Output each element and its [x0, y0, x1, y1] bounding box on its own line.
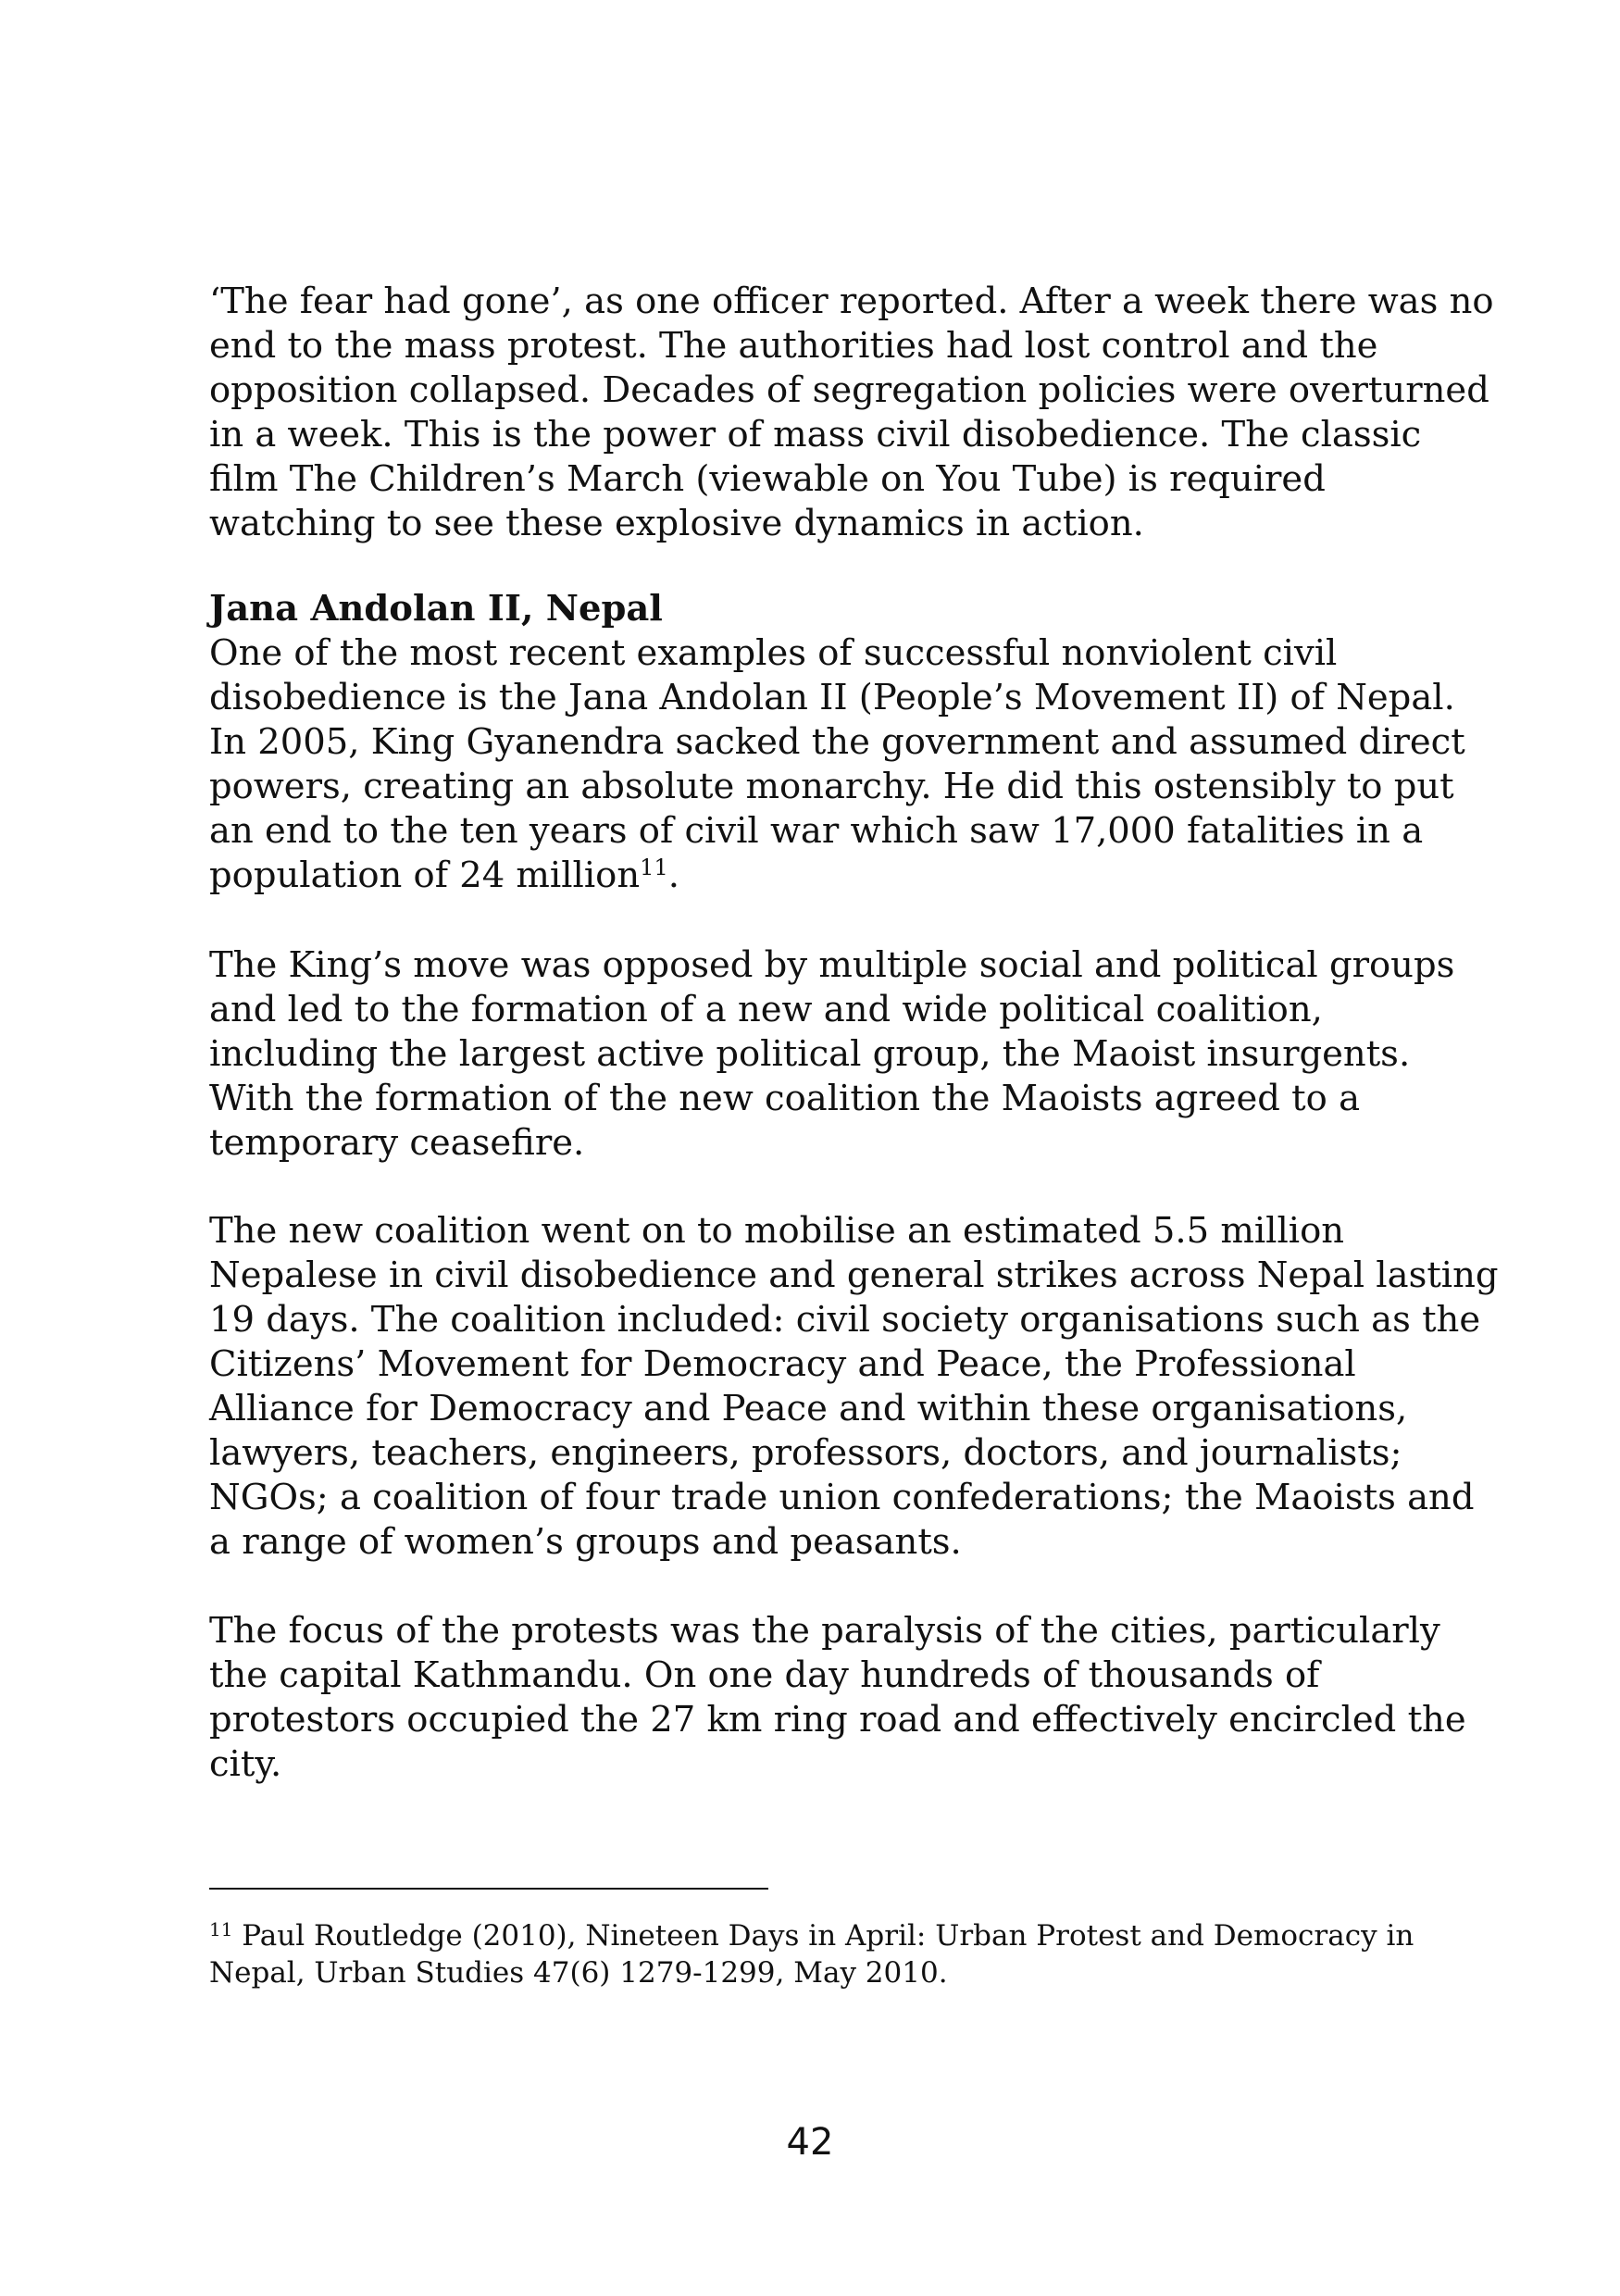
- text-line: Alliance for Democracy and Peace and within these organisations,: [209, 1388, 1408, 1429]
- text-line: the capital Kathmandu. On one day hundreds of thousands of: [209, 1654, 1320, 1696]
- text-line: watching to see these explosive dynamics in action.: [209, 503, 1144, 544]
- text-line: The new coalition went on to mobilise an estimated 5.5 million: [209, 1210, 1345, 1252]
- text-line: end to the mass protest. The authorities had lost control and the: [209, 325, 1378, 367]
- text-line: With the formation of the new coalition the Maoists agreed to a: [209, 1078, 1361, 1119]
- text-line: In 2005, King Gyanendra sacked the government and assumed direct: [209, 721, 1465, 763]
- text-line: and led to the formation of a new and wide political coalition,: [209, 989, 1323, 1030]
- text-line: 19 days. The coalition included: civil society organisations such as the: [209, 1299, 1481, 1341]
- text-fragment: Paul Routledge (2010), Nineteen Days in April: Urban Protest and Democracy in: [232, 1919, 1414, 1953]
- text-line: Citizens’ Movement for Democracy and Peace, the Professional: [209, 1343, 1356, 1385]
- text-line: an end to the ten years of civil war which saw 17,000 fatalities in a: [209, 810, 1424, 852]
- paragraph-childrens-march: [209, 280, 1494, 546]
- footnote-reference[interactable]: 11: [640, 855, 668, 880]
- text-line: a range of women’s groups and peasants.: [209, 1521, 962, 1563]
- page-number: 42: [786, 2121, 834, 2164]
- paragraph-protest-focus: [209, 1609, 1466, 1787]
- text-line: including the largest active political group, the Maoist insurgents.: [209, 1033, 1411, 1075]
- text-line: film The Children’s March (viewable on You Tube) is required: [209, 458, 1326, 500]
- text-line: city.: [209, 1743, 282, 1785]
- section-heading: Jana Andolan II, Nepal: [209, 588, 663, 630]
- text-line: protestors occupied the 27 km ring road and effectively encircled the: [209, 1699, 1466, 1741]
- text-line: Nepalese in civil disobedience and general strikes across Nepal lasting: [209, 1254, 1499, 1296]
- footnote-line: [209, 1917, 1414, 1954]
- text-fragment: population of 24 million: [209, 855, 641, 896]
- text-line: ‘The fear had gone’, as one officer reported. After a week there was no: [209, 281, 1494, 322]
- text-line: opposition collapsed. Decades of segregation policies were overturned: [209, 369, 1489, 411]
- text-line: The focus of the protests was the paralysis of the cities, particularly: [209, 1610, 1440, 1652]
- footnote: [209, 1917, 1414, 1991]
- paragraph-jana-andolan-intro: [209, 631, 1465, 898]
- footnote-number: 11: [209, 1918, 233, 1940]
- text-line: in a week. This is the power of mass civil disobedience. The classic: [209, 414, 1422, 455]
- text-line: The King’s move was opposed by multiple social and political groups: [209, 944, 1455, 986]
- text-line: temporary ceasefire.: [209, 1122, 585, 1164]
- footnote-line: Nepal, Urban Studies 47(6) 1279-1299, May 2010.: [209, 1956, 948, 1990]
- text-line: [209, 854, 1450, 898]
- paragraph-new-coalition: [209, 1209, 1499, 1565]
- paragraph-kings-move: [209, 943, 1455, 1166]
- text-line: One of the most recent examples of successful nonviolent civil: [209, 632, 1338, 674]
- text-line: disobedience is the Jana Andolan II (People’s Movement II) of Nepal.: [209, 677, 1455, 718]
- text-line: lawyers, teachers, engineers, professors, doctors, and journalists;: [209, 1432, 1402, 1474]
- text-line: NGOs; a coalition of four trade union confederations; the Maoists and: [209, 1477, 1475, 1518]
- footnote-separator: [209, 1888, 768, 1890]
- text-line: powers, creating an absolute monarchy. He did this ostensibly to put: [209, 766, 1454, 807]
- text-fragment: .: [667, 855, 679, 896]
